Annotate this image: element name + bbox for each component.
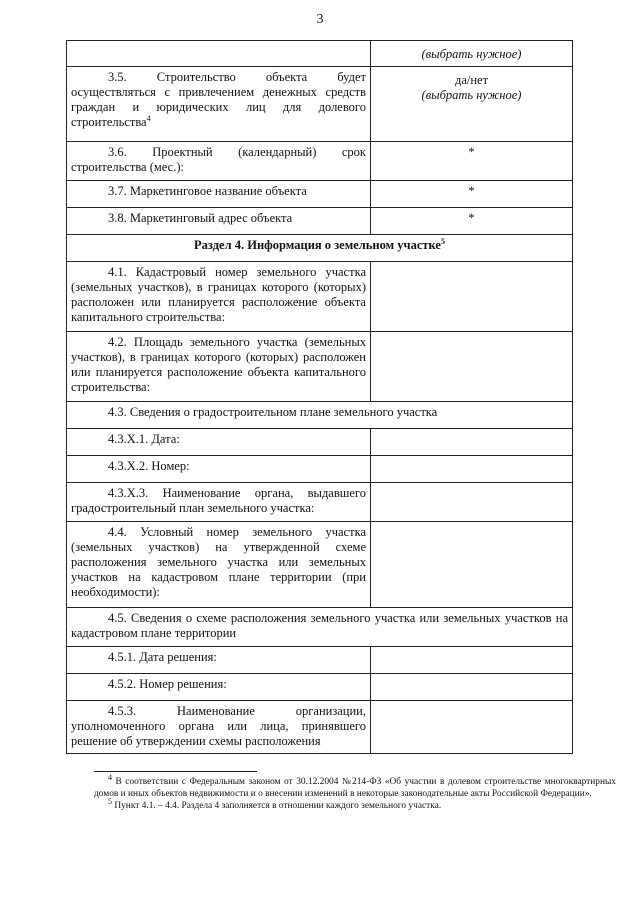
footnote-5: [94, 796, 616, 812]
footnotes: [94, 772, 616, 812]
table-row: [67, 674, 573, 701]
field-label: 4.3.Х.2. Номер:: [67, 456, 371, 483]
table-row: [67, 701, 573, 754]
section-title-text: Раздел 4. Информация о земельном участке: [194, 238, 441, 252]
field-label: 4.5.1. Дата решения:: [67, 647, 371, 674]
table-row: [67, 456, 573, 483]
field-label: 4.5.3. Наименование организации, уполномоченного органа или лица, принявшего решение об утверждении схемы расположения: [67, 701, 371, 754]
field-label: 4.2. Площадь земельного участка (земельных участков), в границах которого (которых) расположен или планируется расположение объекта капитального строительства:: [67, 332, 371, 402]
field-label: 4.5.2. Номер решения:: [67, 674, 371, 701]
footnote-ref: 5: [440, 236, 445, 246]
page-number: 3: [316, 12, 324, 27]
field-hint: (выбрать нужное): [421, 88, 522, 102]
field-label: 4.1. Кадастровый номер земельного участка (земельных участков), в границах которого (которых) расположен или планируется расположение объекта капитального строительства:: [67, 262, 371, 332]
empty-cell: [67, 41, 371, 67]
field-label: 4.3. Сведения о градостроительном плане земельного участка: [67, 402, 573, 429]
table-row: [67, 181, 573, 208]
empty-value-cell: [371, 429, 573, 456]
footnote-4: [94, 772, 616, 800]
field-label: 4.5. Сведения о схеме расположения земельного участка или земельных участков на кадастровом плане территории: [67, 608, 573, 647]
table-row: [67, 402, 573, 429]
table-row: [67, 647, 573, 674]
empty-value-cell: [371, 456, 573, 483]
empty-value-cell: [371, 647, 573, 674]
field-value: *: [371, 181, 573, 208]
field-label: 4.3.Х.1. Дата:: [67, 429, 371, 456]
footnote-text: Пункт 4.1. – 4.4. Раздела 4 заполняется в отношении каждого земельного участка.: [114, 801, 442, 811]
field-label-text: 3.5. Строительство объекта будет осуществляться с привлечением денежных средств граждан и юридических лиц для долевого строительства: [71, 70, 366, 129]
field-label: [67, 67, 371, 142]
table-row: [67, 429, 573, 456]
section-row: [67, 235, 573, 262]
field-value: *: [371, 142, 573, 181]
footnote-text: В соответствии с Федеральным законом от 30.12.2004 №214-ФЗ «Об участии в долевом строительстве многоквартирных домов и иных объектов недвижимости и о внесении изменений в некоторые законодательные акты Российской Федерации».: [94, 777, 616, 799]
field-value-cell: [371, 67, 573, 142]
empty-value-cell: [371, 674, 573, 701]
land-plot-form-table: [66, 40, 573, 754]
field-label: 4.3.Х.3. Наименование органа, выдавшего градостроительный план земельного участка:: [67, 483, 371, 522]
table-row: [67, 483, 573, 522]
footnote-mark: 5: [108, 796, 112, 806]
table-row: [67, 608, 573, 647]
empty-value-cell: [371, 701, 573, 754]
footnote-ref: 4: [146, 113, 151, 123]
empty-value-cell: [371, 483, 573, 522]
table-row: [67, 41, 573, 67]
field-label: 3.6. Проектный (календарный) срок строительства (мес.):: [67, 142, 371, 181]
table-row: [67, 522, 573, 608]
empty-value-cell: [371, 332, 573, 402]
table-row: [67, 332, 573, 402]
footnote-mark: 4: [108, 772, 112, 782]
field-label: 4.4. Условный номер земельного участка (земельных участков) на утвержденной схеме расположения земельного участка или земельных участков на кадастровом плане территории (при необходимости):: [67, 522, 371, 608]
table-row: [67, 208, 573, 235]
field-value: (выбрать нужное): [371, 41, 573, 67]
section-title: [67, 235, 573, 262]
field-label: 3.8. Маркетинговый адрес объекта: [67, 208, 371, 235]
table-row: [67, 142, 573, 181]
field-value: да/нет: [454, 73, 489, 87]
empty-value-cell: [371, 522, 573, 608]
field-label: 3.7. Маркетинговое название объекта: [67, 181, 371, 208]
field-value: *: [371, 208, 573, 235]
footnote-divider: [94, 771, 257, 772]
empty-value-cell: [371, 262, 573, 332]
table-row: [67, 67, 573, 142]
table-row: [67, 262, 573, 332]
